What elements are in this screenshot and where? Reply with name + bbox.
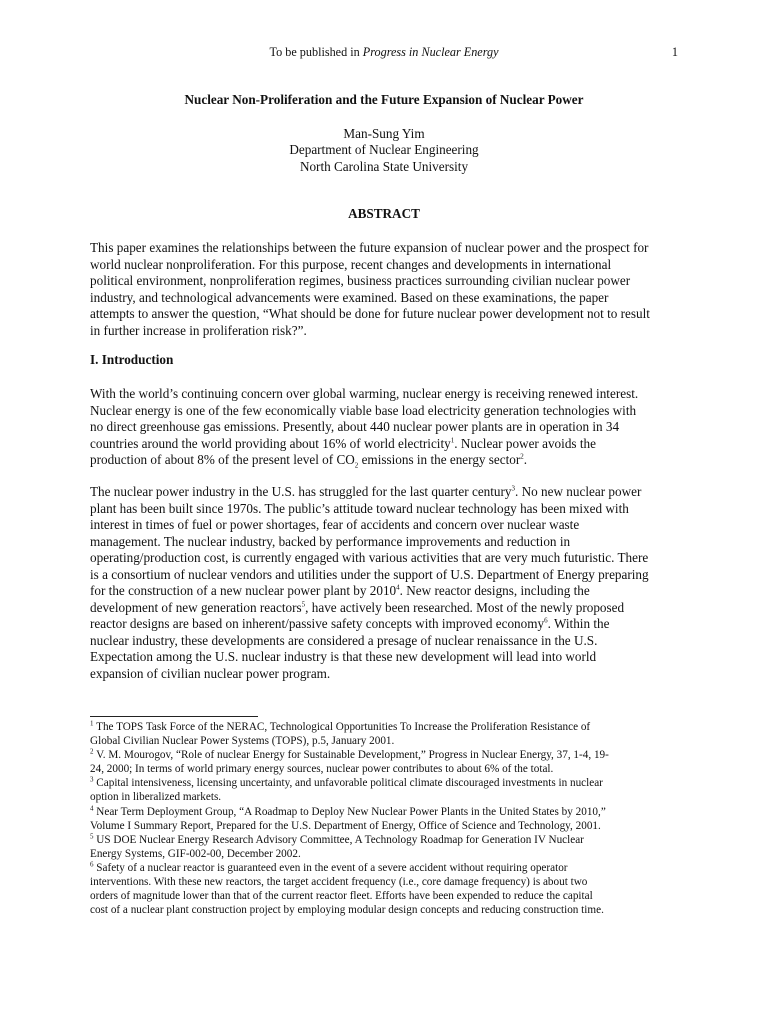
footnote-separator <box>90 716 258 717</box>
footnote-number: 1 <box>90 719 94 728</box>
footnote <box>90 805 690 833</box>
footnote-number: 2 <box>90 747 94 756</box>
footnote-text: US DOE Nuclear Energy Research Advisory Committee, A Technology Roadmap for Generation IV Nuclear <box>96 833 584 846</box>
footnote-line: Global Civilian Nuclear Power Systems (TOPS), p.5, January 2001. <box>90 735 395 748</box>
footnote-line <box>90 805 690 819</box>
footnote <box>90 861 690 917</box>
author-name: Man-Sung Yim <box>343 125 425 141</box>
footnote-line: interventions. With these new reactors, the target accident frequency (i.e., core damage frequency) is about two <box>90 876 588 889</box>
footnotes <box>90 720 690 917</box>
footnote <box>90 833 690 861</box>
footnote-text: Capital intensiveness, licensing uncertainty, and unfavorable political climate discouraged investments in nuclear <box>96 777 603 790</box>
intro-paragraph-2 <box>90 484 690 682</box>
paragraph-line: With the world’s continuing concern over global warming, nuclear energy is receiving renewed interest. <box>90 386 639 401</box>
abstract-line: attempts to answer the question, “What should be done for future nuclear power development not to result <box>90 306 650 321</box>
abstract-line: industry, and technological advancements were examined. Based on these examinations, the paper <box>90 289 609 305</box>
text-run: , have actively been researched. Most of the newly proposed <box>305 599 625 615</box>
paragraph-line <box>90 583 690 600</box>
footnote-line <box>90 861 690 875</box>
text-run: . <box>523 452 528 467</box>
publication-prefix: To be published in <box>269 45 363 59</box>
footnote-line: Energy Systems, GIF-002-00, December 2002. <box>90 847 301 860</box>
footnote <box>90 720 690 748</box>
author-university: North Carolina State University <box>299 158 469 174</box>
text-run: emissions in the energy sector <box>358 452 521 467</box>
text-run: . No new nuclear power <box>515 484 642 499</box>
footnote-line: 24, 2000; In terms of world primary energy sources, nuclear power contributes to about 6% of the total. <box>90 763 554 776</box>
text-run: countries around the world providing about 16% of world electricity <box>90 435 451 451</box>
footnote-line <box>90 833 690 847</box>
abstract-line: world nuclear nonproliferation. For this purpose, recent changes and developments in international <box>90 256 612 272</box>
footnote-number: 6 <box>90 860 94 869</box>
title-block <box>90 92 678 175</box>
journal-name: Progress in Nuclear Energy <box>362 45 499 59</box>
abstract-heading: ABSTRACT <box>348 206 420 221</box>
abstract-line: political environment, nonproliferation regimes, business practices surrounding civilian nuclear power <box>90 273 631 288</box>
footnote-ref: 2 <box>520 452 524 461</box>
intro-paragraph-1 <box>90 386 690 469</box>
paragraph-line: is a consortium of nuclear vendors and utilities under the support of U.S. Department of Energy preparing <box>90 566 649 582</box>
paragraph-line: nuclear industry, these developments are considered a presage of nuclear renaissance in the U.S. <box>90 632 598 648</box>
page-number: 1 <box>671 45 678 59</box>
footnote-line: option in liberalized markets. <box>90 791 222 804</box>
footnote-line <box>90 776 690 790</box>
paragraph-line <box>90 436 690 453</box>
footnote-number: 3 <box>90 775 94 784</box>
footnote-ref: 1 <box>450 436 455 445</box>
paragraph-line <box>90 616 690 633</box>
footnote-text: V. M. Mourogov, “Role of nuclear Energy for Sustainable Development,” Progress in Nuclear Energy, 37, 1-4, 19- <box>96 749 609 762</box>
text-run: development of new generation reactors <box>90 599 302 615</box>
footnote-number: 5 <box>90 832 94 841</box>
text-run: reactor designs are based on inherent/passive safety concepts with improved economy <box>90 616 545 631</box>
footnote-text: Safety of a nuclear reactor is guaranteed even in the event of a severe accident without requiring operator <box>96 861 568 874</box>
text-run: . Nuclear power avoids the <box>454 435 596 451</box>
footnote-line: Volume I Summary Report, Prepared for the U.S. Department of Energy, Office of Science and Technology, 2001. <box>90 819 601 832</box>
paragraph-line: plant has been built since 1970s. The public’s attitude toward nuclear technology has been mixed with <box>90 500 629 516</box>
footnote <box>90 776 690 804</box>
footnote-ref: 3 <box>511 484 516 493</box>
publication-note <box>0 44 768 60</box>
paragraph-line: Expectation among the U.S. nuclear industry is that these new development will lead into world <box>90 649 597 664</box>
footnote-ref: 6 <box>544 616 548 625</box>
text-run: . Within the <box>547 616 610 631</box>
footnote-ref: 5 <box>301 600 306 609</box>
abstract-body <box>90 240 690 339</box>
subscript: 2 <box>354 461 359 470</box>
abstract-line: in further increase in proliferation risk?”. <box>90 322 307 338</box>
paragraph-line: operating/production cost, is currently engaged with various activities that are very much futuristic. There <box>90 550 649 565</box>
paragraph-line <box>90 452 690 469</box>
footnote <box>90 748 690 776</box>
text-run: production of about 8% of the present level of CO <box>90 452 355 467</box>
paragraph-line: expansion of civilian nuclear power program. <box>90 665 331 681</box>
footnote-number: 4 <box>90 803 94 812</box>
paragraph-line: management. The nuclear industry, backed by performance improvements and reduction in <box>90 533 571 549</box>
paragraph-line: interest in times of fuel or power shortages, fear of accidents and concern over nuclear waste <box>90 517 580 532</box>
footnote-text: The TOPS Task Force of the NERAC, Technological Opportunities To Increase the Proliferation Resistance of <box>96 721 591 733</box>
footnote-line: orders of magnitude lower than that of the current reactor fleet. Efforts have been expended to reduce the capital <box>90 890 593 903</box>
footnote-ref: 4 <box>396 583 400 592</box>
footnote-line: cost of a nuclear plant construction project by employing modular design concepts and reducing construction time. <box>90 904 604 917</box>
abstract-line: This paper examines the relationships between the future expansion of nuclear power and the prospect for <box>90 240 649 255</box>
paragraph-line <box>90 600 690 617</box>
paragraph-line: no direct greenhouse gas emissions. Presently, about 440 nuclear power plants are in operation in 34 <box>90 419 620 434</box>
paragraph-line: Nuclear energy is one of the few economically viable base load electricity generation technologies with <box>90 402 637 418</box>
paragraph-line <box>90 484 690 501</box>
paper-title: Nuclear Non-Proliferation and the Future Expansion of Nuclear Power <box>184 92 584 107</box>
text-run: . New reactor designs, including the <box>399 583 590 598</box>
footnote-line <box>90 748 690 762</box>
introduction-heading: I. Introduction <box>90 352 174 367</box>
footnote-line <box>90 720 690 734</box>
text-run: The nuclear power industry in the U.S. has struggled for the last quarter century <box>90 484 512 499</box>
footnote-text: Near Term Deployment Group, “A Roadmap to Deploy New Nuclear Power Plants in the United States by 2010,” <box>96 805 606 818</box>
author-department: Department of Nuclear Engineering <box>289 142 479 157</box>
text-run: for the construction of a new nuclear power plant by 2010 <box>90 583 397 598</box>
